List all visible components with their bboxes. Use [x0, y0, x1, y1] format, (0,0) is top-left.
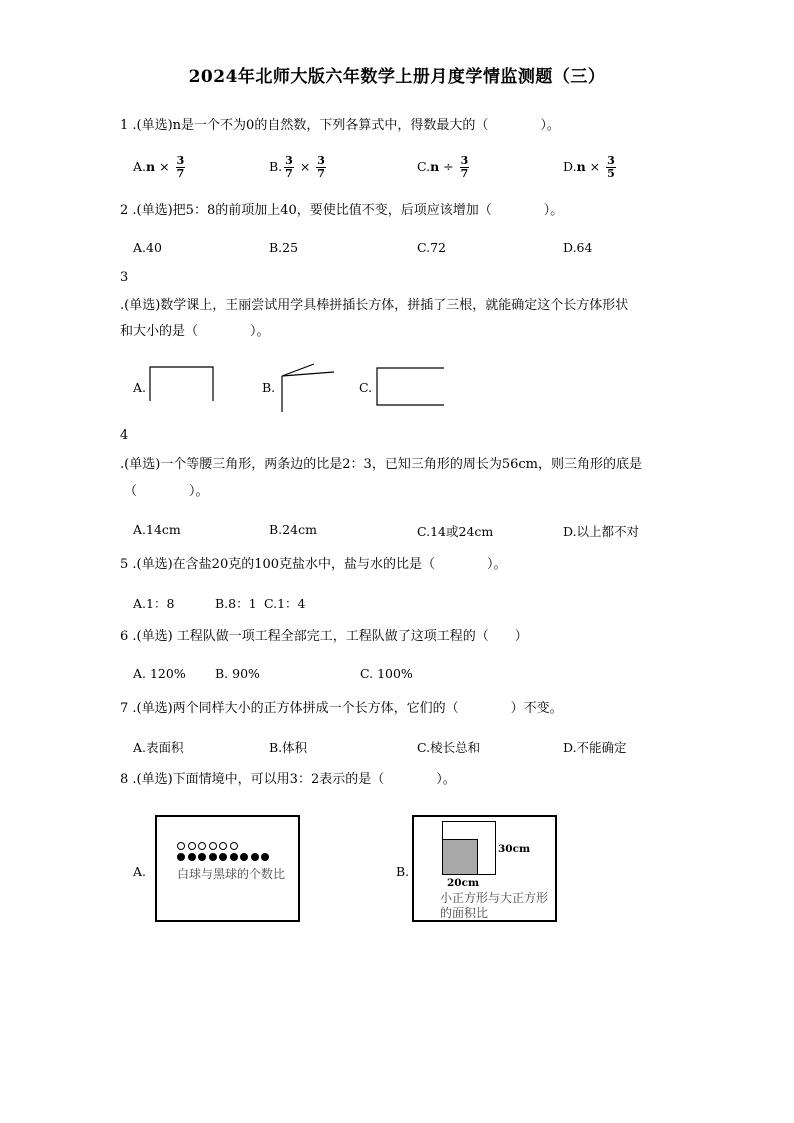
- q1-option-b-fraction-1: $\frac{3}{7}$: [285, 154, 293, 180]
- black-ball: [177, 853, 185, 861]
- white-ball: [209, 842, 217, 850]
- q1-option-d-op: ×: [589, 159, 601, 174]
- q4-option-d[interactable]: D.以上都不对: [563, 524, 640, 539]
- q1-option-b-op: ×: [299, 159, 311, 174]
- black-ball: [261, 853, 269, 861]
- q1-option-d[interactable]: [563, 155, 618, 180]
- q6-option-c[interactable]: C. 100%: [360, 666, 413, 681]
- q3-option-b-label[interactable]: B.: [262, 380, 276, 395]
- question-4-stem-line2: （ ）。: [124, 484, 209, 499]
- side-length-label: 30cm: [498, 843, 531, 855]
- q4-option-c[interactable]: C.14或24cm: [417, 524, 494, 539]
- q1-option-a-prefix: A.: [133, 159, 147, 174]
- q3-option-c-label[interactable]: C.: [359, 380, 373, 395]
- q8-option-b-figure: [412, 815, 557, 922]
- q8-option-a-caption: 白球与黑球的个数比: [177, 867, 286, 881]
- q2-option-c[interactable]: C.72: [417, 240, 446, 255]
- q3-option-b-figure: [278, 360, 338, 414]
- q5-option-c[interactable]: C.1：4: [264, 596, 306, 611]
- question-7-stem: 7 .(单选)两个同样大小的正方体拼成一个长方体，它们的（ ）不变。: [120, 701, 563, 716]
- q1-option-a-fraction: $\frac{3}{7}$: [176, 154, 185, 180]
- q1-option-c-base: n: [430, 159, 440, 174]
- q7-option-b[interactable]: B.体积: [269, 740, 308, 755]
- q1-option-d-base: n: [576, 159, 586, 174]
- q8-option-a-label[interactable]: A.: [133, 864, 147, 879]
- q1-option-b-fraction-2: $\frac{3}{7}$: [317, 154, 325, 180]
- q8-option-b-caption: 小正方形与大正方形的面积比: [440, 891, 549, 920]
- black-ball: [251, 853, 259, 861]
- q6-option-b[interactable]: B. 90%: [215, 666, 260, 681]
- q1-option-b[interactable]: [269, 155, 328, 180]
- question-4-stem-line1: .(单选)一个等腰三角形，两条边的比是2：3，已知三角形的周长为56cm，则三角形的底是: [120, 457, 642, 472]
- white-ball: [177, 842, 185, 850]
- q5-option-b[interactable]: B.8：1: [215, 596, 257, 611]
- question-3-stem-line2: 和大小的是（ ）。: [120, 324, 270, 339]
- q7-option-d[interactable]: D.不能确定: [563, 740, 627, 755]
- question-1-stem: 1 .(单选)n是一个不为0的自然数，下列各算式中，得数最大的（ ）。: [120, 118, 560, 133]
- page-title: 2024年北师大版六年数学上册月度学情监测题（三）: [188, 67, 606, 87]
- question-6-stem: 6 .(单选) 工程队做一项工程全部完工，工程队做了这项工程的（ ）: [120, 629, 528, 644]
- q4-option-a[interactable]: A.14cm: [133, 522, 181, 537]
- question-4-number: 4: [120, 428, 129, 443]
- q8-option-b-label[interactable]: B.: [396, 864, 410, 879]
- black-ball: [240, 853, 248, 861]
- q7-option-a[interactable]: A.表面积: [133, 740, 184, 755]
- black-ball: [188, 853, 196, 861]
- q1-option-c-prefix: C.: [417, 159, 431, 174]
- question-2-stem: 2 .(单选)把5：8的前项加上40，要使比值不变，后项应该增加（ ）。: [120, 203, 564, 218]
- q1-option-c-fraction: $\frac{3}{7}$: [460, 154, 469, 180]
- q2-option-b[interactable]: B.25: [269, 240, 299, 255]
- white-ball: [230, 842, 238, 850]
- question-5-stem: 5 .(单选)在含盐20克的100克盐水中，盐与水的比是（ ）。: [120, 557, 507, 572]
- q3-option-a-label[interactable]: A.: [133, 380, 147, 395]
- white-ball: [188, 842, 196, 850]
- q2-option-a[interactable]: A.40: [133, 240, 162, 255]
- white-ball: [198, 842, 206, 850]
- black-ball: [230, 853, 238, 861]
- q1-option-d-prefix: D.: [563, 159, 577, 174]
- q1-option-a[interactable]: [133, 155, 187, 180]
- black-ball: [209, 853, 217, 861]
- q4-option-b[interactable]: B.24cm: [269, 522, 317, 537]
- black-ball: [219, 853, 227, 861]
- q1-option-b-prefix: B.: [269, 159, 283, 174]
- q8-option-a-figure: [155, 815, 300, 922]
- q6-option-a[interactable]: A. 120%: [133, 666, 186, 681]
- bottom-length-label: 20cm: [447, 877, 480, 889]
- q1-option-c-op: ÷: [443, 159, 454, 174]
- white-ball: [219, 842, 227, 850]
- q1-option-a-base: n: [146, 159, 156, 174]
- q7-option-c[interactable]: C.棱长总和: [417, 740, 481, 755]
- q1-option-d-fraction: $\frac{3}{5}$: [607, 154, 615, 180]
- question-8-stem: 8 .(单选)下面情境中，可以用3：2表示的是（ ）。: [120, 772, 456, 787]
- q2-option-d[interactable]: D.64: [563, 240, 593, 255]
- q5-option-a[interactable]: A.1：8: [133, 596, 175, 611]
- question-3-stem-line1: .(单选)数学课上，王丽尝试用学具棒拼插长方体，拼插了三根，就能确定这个长方体形状: [120, 298, 629, 313]
- small-square: [442, 839, 478, 875]
- q1-option-c[interactable]: [417, 155, 471, 180]
- q3-option-c-figure: [374, 366, 446, 408]
- q1-option-a-op: ×: [159, 159, 170, 174]
- q3-option-a-figure: [147, 365, 217, 403]
- question-3-number: 3: [120, 270, 129, 285]
- black-ball: [198, 853, 206, 861]
